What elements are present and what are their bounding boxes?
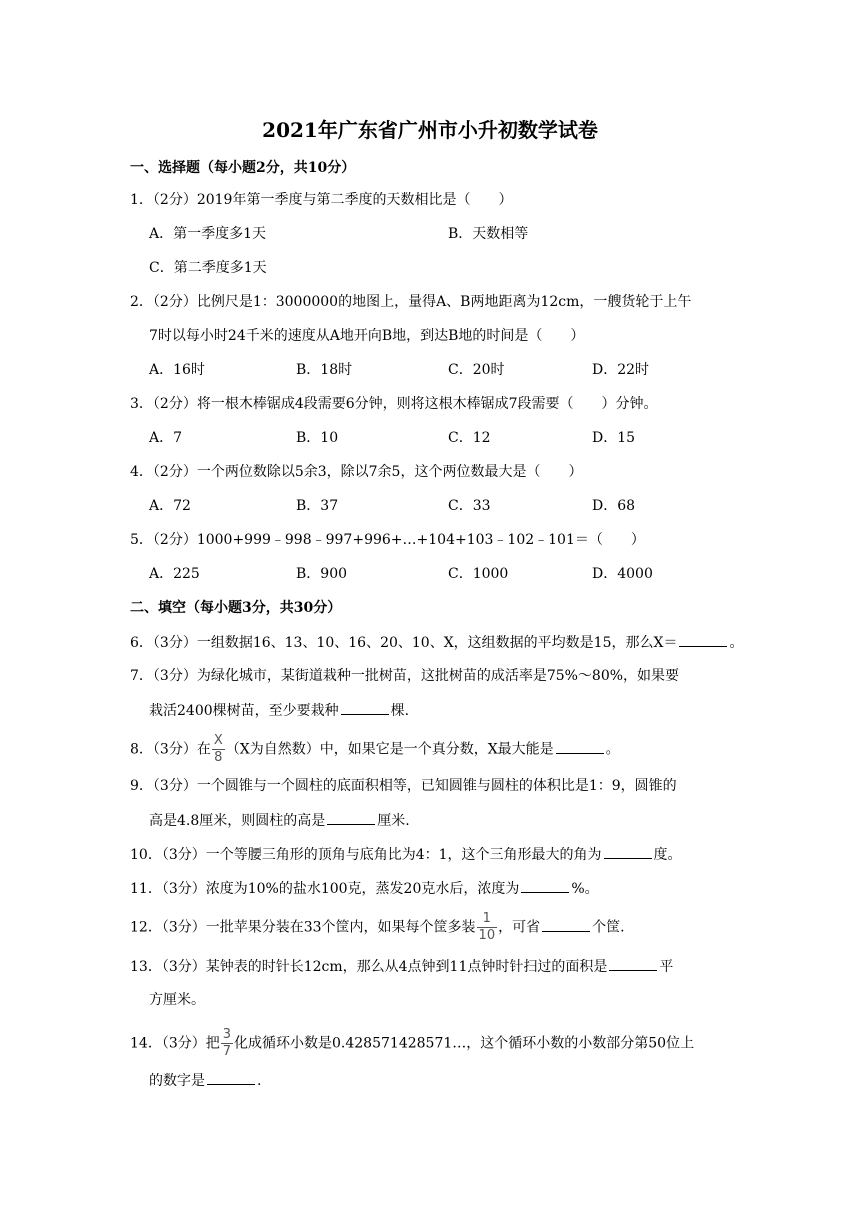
question-3: 3．（2分）将一根木棒锯成4段需要6分钟，则将这根木棒锯成7段需要（ ）分钟。 — [130, 396, 658, 412]
q8-numerator: X — [213, 733, 223, 748]
question-11 — [130, 878, 599, 899]
q5-option-c: C．1000 — [448, 566, 509, 582]
q9-text: 高是4.8厘米，则圆柱的高是 — [149, 813, 326, 829]
q6-end: 。 — [729, 635, 744, 651]
q5-option-d: D．4000 — [592, 566, 653, 582]
q13-answer-blank[interactable] — [609, 956, 657, 971]
q12-denominator: 10 — [478, 928, 496, 943]
q13-unit-start: 平 — [659, 959, 674, 975]
q4-option-a: A．72 — [149, 498, 191, 514]
q6-answer-blank[interactable] — [679, 632, 727, 647]
q11-text: 11．（3分）浓度为10%的盐水100克，蒸发20克水后，浓度为 — [130, 881, 520, 897]
q9-unit: 厘米. — [377, 813, 410, 829]
q14-numerator: 3 — [222, 1027, 232, 1042]
q2-option-c: C．20时 — [448, 362, 505, 378]
question-5: 5．（2分）1000+999﹣998﹣997+996+…+104+103﹣102﹣101＝（ ） — [130, 532, 645, 548]
q2-option-b: B．18时 — [296, 362, 353, 378]
fraction-x-over-8 — [212, 734, 225, 765]
question-10 — [130, 844, 682, 865]
q14-end: . — [257, 1073, 262, 1089]
q1-option-a: A．第一季度多1天 — [149, 226, 267, 242]
question-14-line-1 — [130, 1028, 694, 1059]
q10-unit: 度。 — [653, 847, 682, 863]
q14-text-post: 化成循环小数是0.428571428571…，这个循环小数的小数部分第50位上 — [234, 1035, 695, 1052]
q9-answer-blank[interactable] — [327, 810, 375, 825]
question-7-line-2 — [149, 700, 409, 721]
q2-option-a: A．16时 — [149, 362, 205, 378]
question-2-line-2: 7时以每小时24千米的速度从A地开向B地，到达B地的时间是（ ） — [149, 328, 585, 344]
fraction-3-over-7 — [221, 1028, 233, 1059]
q14-text-pre: 14．（3分）把 — [130, 1035, 220, 1052]
q7-answer-blank[interactable] — [341, 700, 389, 715]
q14-denominator: 7 — [222, 1044, 232, 1059]
q14-text: 的数字是 — [149, 1073, 205, 1089]
q3-option-b: B．10 — [296, 430, 339, 446]
q4-option-c: C．33 — [448, 498, 491, 514]
q12-unit: 个筐. — [592, 919, 625, 936]
section-heading-choice: 一、选择题（每小题2分，共10分） — [130, 160, 356, 176]
question-2-line-1: 2．（2分）比例尺是1：3000000的地图上，量得A、B两地距离为12cm，一艘货轮于上午 — [130, 294, 692, 310]
q3-option-c: C．12 — [448, 430, 491, 446]
question-9-line-1: 9．（3分）一个圆锥与一个圆柱的底面积相等，已知圆锥与圆柱的体积比是1：9，圆锥的 — [130, 778, 677, 794]
q7-unit: 棵. — [390, 703, 410, 719]
q8-denominator: 8 — [214, 750, 223, 765]
q12-numerator: 1 — [482, 911, 491, 926]
q8-text-pre: 8．（3分）在 — [130, 741, 211, 758]
q8-text-post: （X为自然数）中，如果它是一个真分数，X最大能是 — [225, 741, 554, 758]
question-6 — [130, 632, 743, 653]
q7-text: 栽活2400棵树苗，至少要栽种 — [149, 703, 339, 719]
q8-answer-blank[interactable] — [556, 739, 604, 754]
page-title: 2021年广东省广州市小升初数学试卷 — [262, 118, 598, 142]
q1-option-b: B．天数相等 — [448, 226, 529, 242]
section-heading-fill: 二、填空（每小题3分，共30分） — [130, 600, 342, 616]
question-13-line-1 — [130, 956, 673, 977]
question-13-line-2: 方厘米。 — [149, 992, 205, 1008]
q1-option-c: C．第二季度多1天 — [149, 260, 267, 276]
q11-unit: %。 — [571, 881, 599, 897]
question-12 — [130, 912, 625, 943]
question-14-line-2 — [149, 1070, 261, 1091]
question-1: 1．（2分）2019年第一季度与第二季度的天数相比是（ ） — [130, 192, 513, 208]
q12-text-mid: ，可省 — [498, 919, 541, 936]
q10-text: 10．（3分）一个等腰三角形的顶角与底角比为4：1，这个三角形最大的角为 — [130, 847, 602, 863]
question-8 — [130, 734, 620, 765]
q4-option-d: D．68 — [592, 498, 636, 514]
q3-option-a: A．7 — [149, 430, 183, 446]
q4-option-b: B．37 — [296, 498, 339, 514]
question-7-line-1: 7．（3分）为绿化城市，某街道栽种一批树苗，这批树苗的成活率是75%～80%，如果要 — [130, 668, 680, 684]
q11-answer-blank[interactable] — [521, 878, 569, 893]
q5-option-b: B．900 — [296, 566, 348, 582]
q5-option-a: A．225 — [149, 566, 200, 582]
q13-text: 13．（3分）某钟表的时针长12cm，那么从4点钟到11点钟时针扫过的面积是 — [130, 959, 608, 975]
q10-answer-blank[interactable] — [604, 844, 652, 859]
q12-answer-blank[interactable] — [542, 917, 590, 932]
question-4: 4．（2分）一个两位数除以5余3，除以7余5，这个两位数最大是（ ） — [130, 464, 583, 480]
q3-option-d: D．15 — [592, 430, 636, 446]
question-9-line-2 — [149, 810, 410, 831]
q8-end: 。 — [605, 741, 620, 758]
q14-answer-blank[interactable] — [207, 1070, 255, 1085]
q2-option-d: D．22时 — [592, 362, 650, 378]
fraction-1-over-10 — [477, 912, 498, 943]
q12-text-pre: 12．（3分）一批苹果分装在33个筐内，如果每个筐多装 — [130, 919, 476, 936]
q6-text: 6．（3分）一组数据16、13、10、16、20、10、X，这组数据的平均数是15，那么X＝ — [130, 635, 678, 651]
